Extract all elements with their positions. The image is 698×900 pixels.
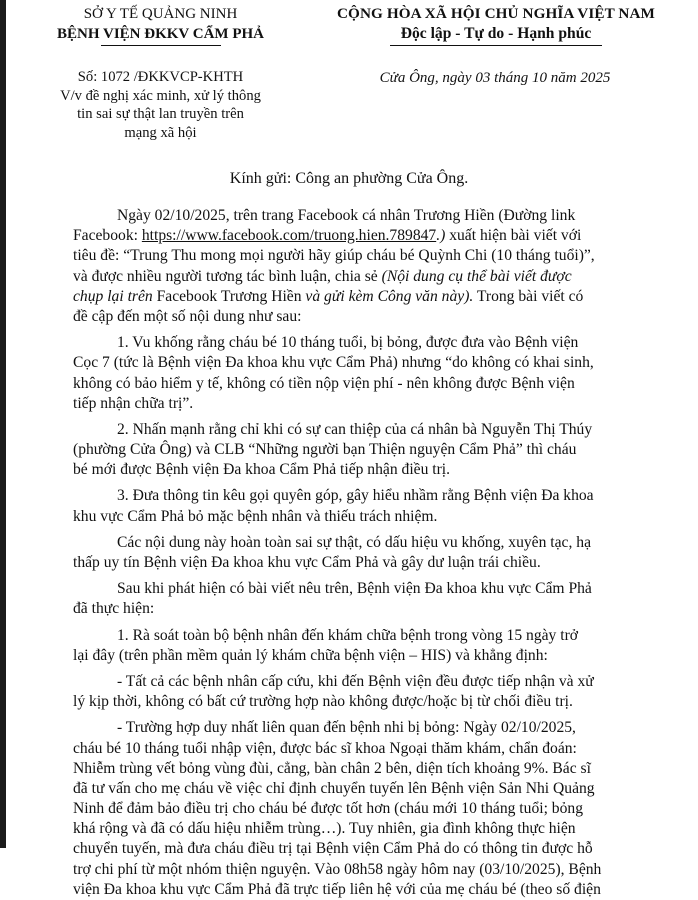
- document-reference: [28, 68, 293, 142]
- header-left-underline: [101, 45, 221, 46]
- text-line: bé mới được Bệnh viện Đa khoa Cẩm Phả tiếp nhận điều trị.: [73, 461, 451, 479]
- text-line: không có bảo hiểm y tế, không có tiền nộp viện phí - nên không được Bệnh viện: [73, 374, 575, 392]
- text-line: lý kịp thời, không có bất cứ trường hợp nào không được/hoặc bị từ chối điều trị.: [73, 693, 573, 711]
- document-number: Số: 1072 /ĐKKVCP-KHTH: [77, 69, 244, 85]
- header-left: [28, 4, 293, 46]
- text-line: [73, 226, 683, 246]
- paragraph-actions-intro: [73, 579, 683, 619]
- text-line: chuyển tuyến, mà đưa cháu điều trị tại Bệnh viện Cẩm Phả do có thông tin được hỗ: [73, 840, 593, 858]
- text-line: đã thực hiện:: [73, 600, 155, 618]
- header-right-underline: [390, 45, 602, 46]
- date-line: Cửa Ông, ngày 03 tháng 10 năm 2025: [379, 70, 611, 86]
- text-line: tiếp nhận chữa trị”.: [73, 394, 194, 412]
- text-span: Trong bài viết có: [473, 287, 584, 305]
- text-span: và gửi kèm Công văn này).: [305, 287, 474, 305]
- text-line: [73, 287, 683, 307]
- text-line: Ngày 02/10/2025, trên trang Facebook cá nhân Trương Hiền (Đường link: [117, 207, 576, 224]
- paragraph-false-content: [73, 533, 683, 573]
- paragraph-intro: [73, 206, 683, 327]
- paragraph-item-2: [73, 420, 683, 481]
- text-line: Ninh để đảm bảo điều trị cho cháu bé được tốt hơn (cháu mới 10 tháng tuổi; bỏng: [73, 800, 583, 818]
- subject-line: tin sai sự thật lan truyền trên: [77, 106, 244, 123]
- paragraph-bullet-1: [73, 672, 683, 712]
- text-line: Nhiễm trùng vết bỏng vùng đùi, cẳng, bàn chân 2 bên, diện tích khoảng 9%. Bác sĩ: [73, 759, 591, 777]
- paragraph-action-1: [73, 626, 683, 666]
- text-line: đề cập đến một số nội dung như sau:: [73, 307, 302, 325]
- paragraph-item-1: [73, 333, 683, 414]
- facebook-link[interactable]: https://www.facebook.com/truong.hien.789847: [141, 227, 437, 245]
- text-line: 2. Nhấn mạnh rằng chỉ khi có sự can thiệp của cá nhân bà Nguyễn Thị Thúy: [117, 420, 593, 438]
- document-body: [73, 206, 683, 900]
- text-line: khu vực Cẩm Phả bỏ mặc bệnh nhân và thiếu trách nhiệm.: [73, 507, 438, 525]
- text-line: tiêu đề: “Trung Thu mong mọi người hãy giúp cháu bé Quỳnh Chi (10 tháng tuổi)”,: [73, 247, 595, 265]
- text-line: - Trường hợp duy nhất liên quan đến bệnh nhi bị bỏng: Ngày 02/10/2025,: [117, 719, 576, 737]
- text-line: Cọc 7 (tức là Bệnh viện Đa khoa khu vực Cẩm Phả) nhưng “do không có khai sinh,: [73, 354, 594, 372]
- text-line: 1. Rà soát toàn bộ bệnh nhân đến khám chữa bệnh trong vòng 15 ngày trở: [117, 626, 579, 644]
- text-line: viện Đa khoa khu vực Cẩm Phả đã trực tiếp liên hệ với của mẹ cháu bé (theo số điện: [73, 880, 601, 898]
- text-line: 1. Vu khống rằng cháu bé 10 tháng tuổi, bị bỏng, được đưa vào Bệnh viện: [117, 334, 579, 352]
- text-line: Các nội dung này hoàn toàn sai sự thật, có dấu hiệu vu khống, xuyên tạc, hạ: [117, 533, 591, 551]
- text-line: trợ chi phí từ một nhóm thiện nguyện. Vào 08h58 ngày hôm nay (03/10/2025), Bệnh: [73, 860, 602, 878]
- text-line: lại đây (trên phần mềm quản lý khám chữa bệnh viện – HIS) và khẳng định:: [73, 646, 548, 664]
- department-name: SỞ Y TẾ QUẢNG NINH: [83, 6, 238, 22]
- text-span: và được nhiều người tương tác bình luận, chia sẻ: [73, 267, 382, 285]
- text-span: Facebook:: [73, 227, 142, 245]
- paragraph-bullet-2: [73, 718, 683, 900]
- text-span: xuất hiện bài viết với: [445, 227, 582, 245]
- scan-edge: [0, 0, 6, 848]
- text-span: (Nội dung cụ thể bài viết được: [381, 267, 572, 285]
- text-line: đã tư vấn cho mẹ cháu về việc chỉ định chuyển tuyến lên Bệnh viện Sản Nhi Quảng: [73, 779, 595, 797]
- text-line: cháu bé 10 tháng tuổi nhập viện, được bác sĩ khoa Ngoại thăm khám, chẩn đoán:: [73, 739, 577, 757]
- text-line: Sau khi phát hiện có bài viết nêu trên, Bệnh viện Đa khoa khu vực Cẩm Phả: [117, 580, 592, 598]
- text-span: Facebook Trương Hiền: [152, 287, 306, 305]
- country-name: CỘNG HÒA XÃ HỘI CHỦ NGHĨA VIỆT NAM: [336, 5, 655, 22]
- header-right: [296, 4, 696, 46]
- paragraph-item-3: [73, 486, 683, 526]
- greeting: Kính gửi: Công an phường Cửa Ông.: [229, 170, 469, 187]
- subject-line: V/v đề nghị xác minh, xử lý thông: [60, 87, 261, 104]
- hospital-name: BỆNH VIỆN ĐKKV CẨM PHẢ: [57, 26, 264, 42]
- text-line: [73, 267, 683, 287]
- text-line: (phường Cửa Ông) và CLB “Những người bạn Thiện nguyện Cẩm Phả” thì cháu: [73, 441, 577, 459]
- text-line: - Tất cả các bệnh nhân cấp cứu, khi đến Bệnh viện đều được tiếp nhận và xử: [117, 672, 594, 690]
- motto: Độc lập - Tự do - Hạnh phúc: [400, 25, 592, 42]
- text-line: 3. Đưa thông tin kêu gọi quyên góp, gây hiểu nhầm rằng Bệnh viện Đa khoa: [117, 487, 594, 505]
- subject-line: mạng xã hội: [124, 124, 197, 141]
- text-span: chụp lại trên: [73, 287, 153, 305]
- text-line: khá rộng và đã có dấu hiệu nhiễm trùng…). Tuy nhiên, gia đình không thực hiện: [73, 820, 576, 838]
- text-span: .): [436, 227, 446, 245]
- text-line: thấp uy tín Bệnh viện Đa khoa khu vực Cẩm Phả và gây dư luận trái chiều.: [73, 554, 541, 571]
